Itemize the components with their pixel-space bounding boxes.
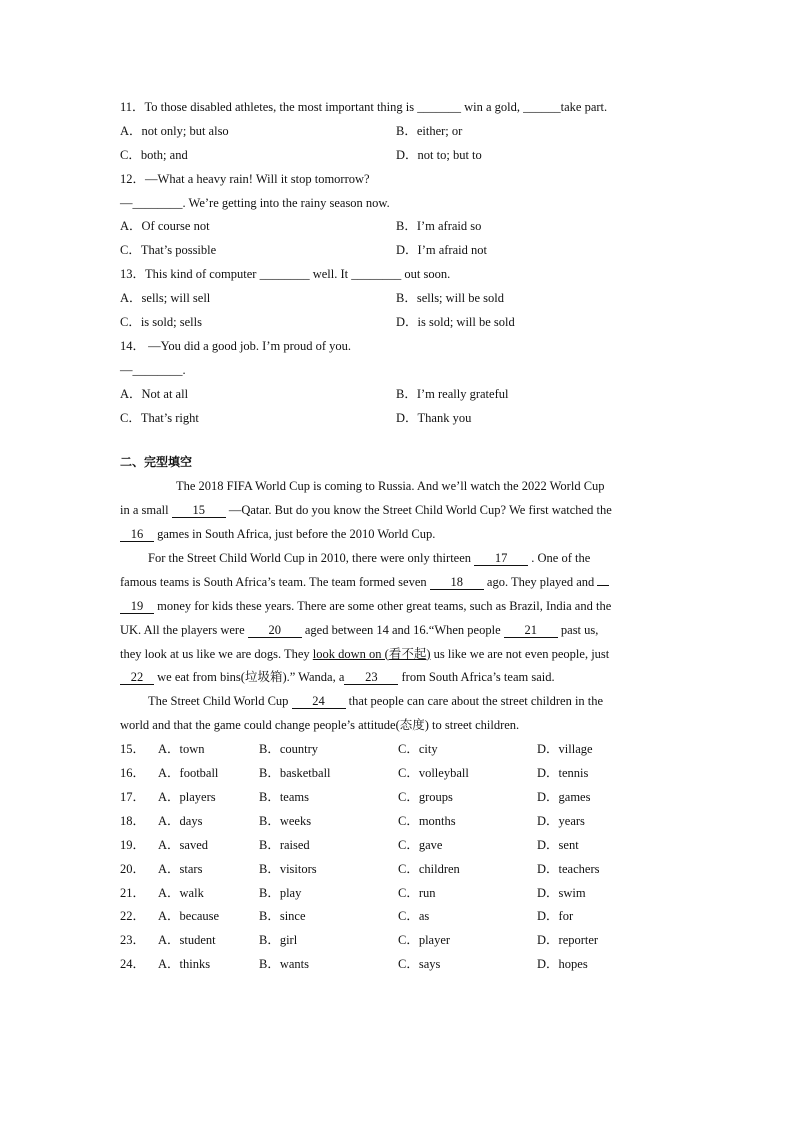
option-a: A．players [158, 789, 216, 804]
option-d: D．tennis [537, 766, 589, 781]
question-number: 21． [120, 885, 146, 900]
option-c: C．both; and [120, 147, 188, 162]
question-number: 13． [120, 267, 146, 282]
option-a: A．football [158, 766, 219, 781]
question-number: 11． [120, 100, 145, 114]
passage-text: we eat from bins(垃圾箱).” Wanda, a [154, 670, 345, 685]
options-row [120, 239, 680, 263]
option-b: B．since [259, 909, 306, 924]
option-d: D．reporter [537, 933, 599, 948]
option-c: C．months [398, 813, 456, 828]
answer-blank: ______ [523, 100, 561, 114]
passage-text: that people can care about the street children in the [345, 694, 604, 709]
question-number: 19． [120, 837, 146, 852]
question-number: 12． [120, 171, 146, 186]
option-a: A．not only; but also [120, 123, 229, 138]
blank-18: 18 [430, 575, 484, 590]
passage-text: games in South Africa, just before the 2010 World Cup. [154, 527, 436, 542]
option-b: B．weeks [259, 813, 312, 828]
answer-blank: _______ [417, 100, 461, 114]
option-a: A．walk [158, 885, 204, 900]
cloze-option-row [120, 810, 680, 834]
option-a: A．stars [158, 861, 203, 876]
option-a: A．saved [158, 837, 208, 852]
passage-text: money for kids these years. There are some other great teams, such as Brazil, India and the [154, 598, 612, 613]
options-row [120, 120, 680, 144]
option-c: C．children [398, 861, 460, 876]
option-d: D．teachers [537, 861, 600, 876]
option-a: A．sells; will sell [120, 291, 211, 306]
option-b: B．basketball [259, 766, 331, 781]
passage-line [120, 619, 680, 643]
blank-24: 24 [292, 694, 346, 709]
passage-line [120, 643, 680, 667]
option-c: C．That’s right [120, 410, 199, 425]
option-a: A．Not at all [120, 386, 189, 401]
passage-text: past us, [557, 622, 599, 637]
option-b: B．visitors [259, 861, 317, 876]
passage-text: The Street Child World Cup [148, 694, 292, 709]
option-b: B．teams [259, 789, 309, 804]
option-b: B．country [259, 742, 319, 757]
cloze-option-row [120, 882, 680, 906]
options-row [120, 287, 680, 311]
cloze-option-row [120, 905, 680, 929]
blank-22: 22 [120, 670, 154, 685]
option-c: C．player [398, 933, 451, 948]
underlined-phrase: look down on (看不起) [312, 646, 431, 661]
passage-line [120, 666, 680, 690]
question-number: 17． [120, 789, 146, 804]
option-c: C．That’s possible [120, 243, 217, 258]
option-d: D．is sold; will be sold [396, 315, 515, 330]
passage-line: world and that the game could change people’s attitude(态度) to street children. [120, 718, 520, 733]
option-a: A．because [158, 909, 220, 924]
option-c: C．groups [398, 789, 453, 804]
section-title: 二、完型填空 [120, 455, 193, 470]
passage-line [120, 571, 680, 595]
dialogue-reply: —________. We’re getting into the rainy season now. [120, 195, 390, 210]
option-d: D．hopes [537, 957, 588, 972]
option-b: B．I’m really grateful [396, 386, 509, 401]
option-c: C．as [398, 909, 430, 924]
cloze-option-row [120, 786, 680, 810]
question-13 [120, 263, 680, 287]
option-b: B．raised [259, 837, 310, 852]
cloze-option-row [120, 929, 680, 953]
cloze-option-row [120, 762, 680, 786]
passage-line [120, 690, 680, 714]
blank-20: 20 [248, 623, 302, 638]
option-d: D．swim [537, 885, 586, 900]
passage-text: —Qatar. But do you know the Street Child World Cup? We first watched the [225, 503, 612, 518]
option-d: D．Thank you [396, 410, 472, 425]
passage-text: ago. They played and [483, 574, 598, 589]
option-b: B．wants [259, 957, 310, 972]
question-12 [120, 168, 680, 192]
option-c: C．says [398, 957, 441, 972]
passage-text: famous teams is South Africa’s team. The team formed seven [120, 574, 430, 589]
passage-text: in a small [120, 503, 172, 518]
passage-text: us like we are not even people, just [430, 646, 610, 661]
option-b: B．girl [259, 933, 298, 948]
option-c: C．run [398, 885, 436, 900]
question-stem: —What a heavy rain! Will it stop tomorrow? [145, 171, 370, 186]
question-stem: win a gold, [461, 100, 524, 114]
question-number: 20． [120, 861, 146, 876]
option-b: B．I’m afraid so [396, 219, 482, 234]
option-b: B．sells; will be sold [396, 291, 504, 306]
option-a: A．days [158, 813, 203, 828]
option-d: D．sent [537, 837, 579, 852]
passage-line: The 2018 FIFA World Cup is coming to Russia. And we’ll watch the 2022 World Cup [176, 479, 605, 494]
question-11 [120, 96, 680, 120]
passage-line [120, 499, 680, 523]
option-d: D．I’m afraid not [396, 243, 487, 258]
option-c: C．volleyball [398, 766, 469, 781]
option-d: D．not to; but to [396, 147, 482, 162]
options-row [120, 144, 680, 168]
option-d: D．village [537, 742, 593, 757]
option-b: B．play [259, 885, 302, 900]
worksheet-page [120, 96, 680, 977]
options-row [120, 215, 680, 239]
question-stem: To those disabled athletes, the most important thing is [144, 100, 418, 114]
blank-16: 16 [120, 527, 154, 542]
passage-text: from South Africa’s team said. [398, 670, 555, 685]
passage-line [120, 595, 680, 619]
options-row [120, 311, 680, 335]
blank-23: 23 [344, 670, 398, 685]
question-number: 16． [120, 766, 146, 781]
cloze-option-row [120, 953, 680, 977]
blank-19-start [597, 585, 609, 586]
passage-line [120, 547, 680, 571]
option-d: D．for [537, 909, 574, 924]
blank-21: 21 [504, 623, 558, 638]
option-c: C．city [398, 742, 438, 757]
question-number: 18． [120, 813, 146, 828]
passage-text: For the Street Child World Cup in 2010, there were only thirteen [148, 551, 475, 566]
options-row [120, 407, 680, 431]
passage-line [120, 523, 680, 547]
option-a: A．thinks [158, 957, 211, 972]
question-number: 24． [120, 957, 146, 972]
dialogue-reply: —________. [120, 362, 186, 377]
option-c: C．gave [398, 837, 443, 852]
question-stem: —You did a good job. I’m proud of you. [145, 338, 352, 353]
cloze-option-row [120, 858, 680, 882]
cloze-option-row [120, 738, 680, 762]
options-row [120, 383, 680, 407]
passage-text: . One of the [528, 551, 591, 566]
blank-15: 15 [172, 503, 226, 518]
option-d: D．years [537, 813, 585, 828]
question-number: 23． [120, 933, 146, 948]
option-c: C．is sold; sells [120, 315, 202, 330]
blank-17: 17 [474, 551, 528, 566]
option-a: A．student [158, 933, 216, 948]
option-b: B．either; or [396, 123, 463, 138]
passage-text: they look at us like we are dogs. They [120, 646, 313, 661]
passage-text: aged between 14 and 16.“When people [301, 622, 504, 637]
cloze-option-row [120, 834, 680, 858]
question-14 [120, 335, 680, 359]
question-number: 22． [120, 909, 146, 924]
question-stem: This kind of computer ________ well. It ________ out soon. [145, 267, 451, 282]
question-number: 14． [120, 338, 146, 353]
blank-19: 19 [120, 599, 154, 614]
option-a: A．Of course not [120, 219, 210, 234]
question-stem: take part. [560, 100, 608, 114]
passage-text: UK. All the players were [120, 622, 248, 637]
option-a: A．town [158, 742, 205, 757]
question-number: 15． [120, 742, 146, 757]
option-d: D．games [537, 789, 591, 804]
